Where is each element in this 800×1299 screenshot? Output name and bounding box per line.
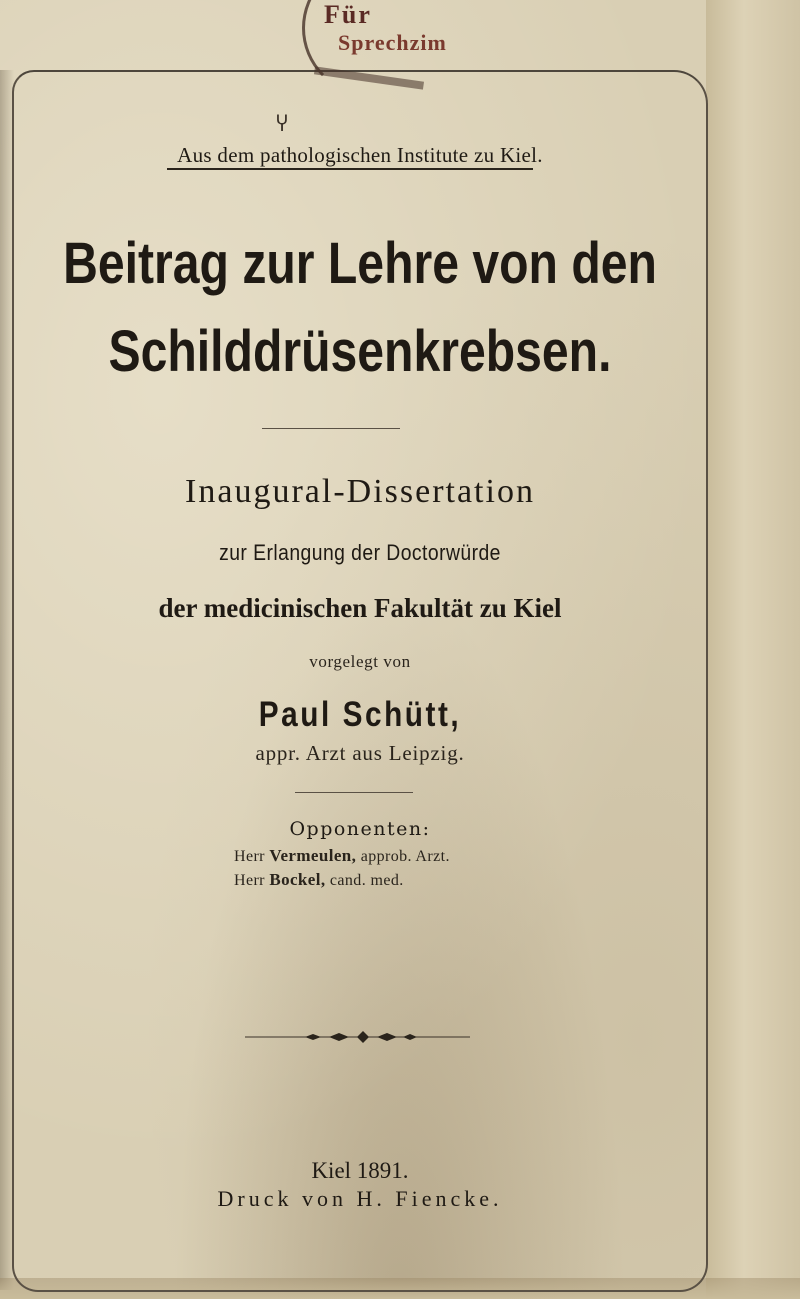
presented-by-line: vorgelegt von	[309, 652, 411, 671]
opponent-name: Bockel,	[269, 870, 326, 889]
opponent-entry	[234, 846, 450, 866]
faculty-line: der medicinischen Fakultät zu Kiel	[158, 593, 562, 623]
opponent-prefix: Herr	[234, 872, 265, 889]
title-line-2: Schilddrüsenkrebsen.	[108, 319, 612, 384]
institute-underline	[167, 168, 533, 170]
page-right-edge	[706, 0, 800, 1299]
dissertation-purpose: zur Erlangung der Doctorwürde	[219, 540, 501, 565]
ornament-divider	[245, 1030, 470, 1044]
divider-rule	[262, 428, 400, 429]
opponent-entry	[234, 870, 404, 890]
author-name: Paul Schütt,	[258, 695, 462, 734]
title-line-1: Beitrag zur Lehre von den	[63, 231, 657, 296]
opponent-detail: approb. Arzt.	[360, 848, 450, 865]
handwritten-mark: Ⴤ	[276, 112, 288, 136]
stamp-text-line2: Sprechzim	[338, 30, 447, 55]
divider-rule-2	[295, 792, 413, 793]
dissertation-heading: Inaugural-Dissertation	[185, 473, 535, 510]
opponents-heading: Opponenten:	[289, 818, 431, 840]
opponent-name: Vermeulen,	[269, 846, 357, 865]
opponent-detail: cand. med.	[329, 872, 404, 889]
place-and-year: Kiel 1891.	[311, 1158, 409, 1183]
institute-line: Aus dem pathologischen Institute zu Kiel.	[177, 143, 543, 167]
opponent-prefix: Herr	[234, 848, 265, 865]
author-detail: appr. Arzt aus Leipzig.	[255, 741, 465, 765]
stamp-text-line1: Für	[324, 0, 372, 29]
printer-line: Druck von H. Fiencke.	[217, 1186, 503, 1211]
